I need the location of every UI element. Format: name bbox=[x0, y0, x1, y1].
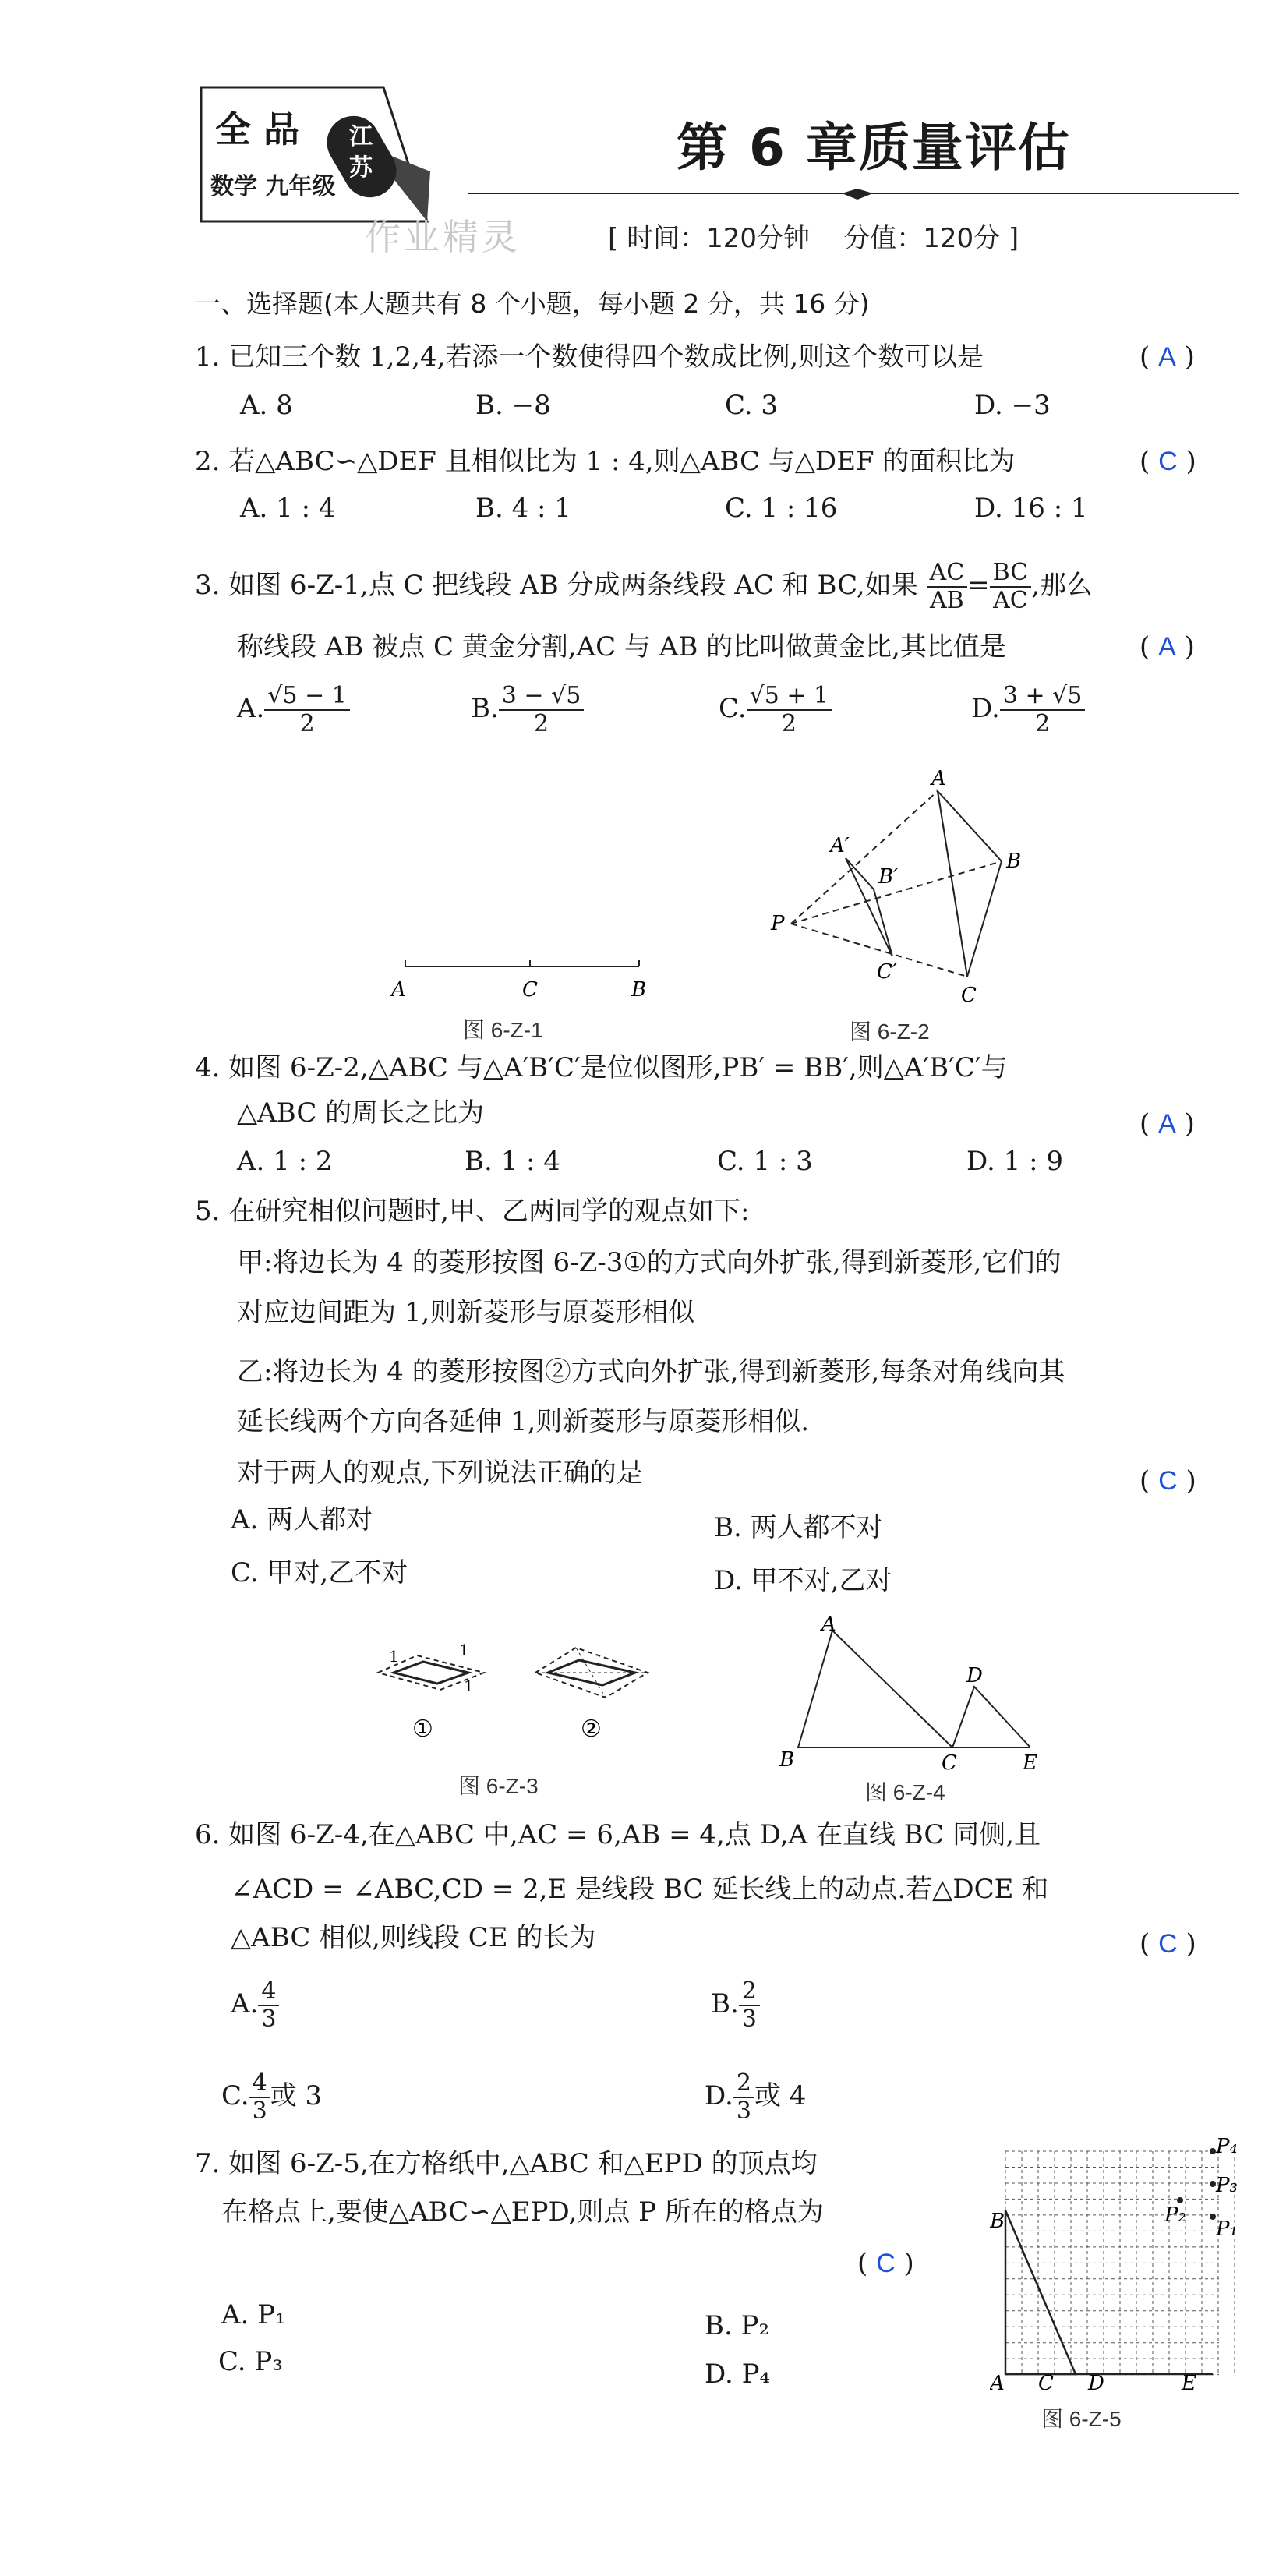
q6-option-b-label: B. bbox=[711, 1988, 739, 2019]
figure-6-z-1 bbox=[382, 949, 662, 1012]
q3-option-b-den: 2 bbox=[534, 710, 549, 737]
q3-equals: = bbox=[967, 570, 990, 601]
fig5-label-p1: P₁ bbox=[1216, 2217, 1238, 2241]
fig4-label-e: E bbox=[1023, 1751, 1037, 1775]
fig2-label-b1: B′ bbox=[878, 865, 899, 889]
q1-option-c[interactable]: C. 3 bbox=[725, 390, 779, 421]
q2-stem: 2. 若△ABC∽△DEF 且相似比为 1 : 4,则△ABC 与△DEF 的面积比为 bbox=[195, 446, 1016, 477]
fig5-label-a: A bbox=[990, 2372, 1005, 2393]
fig5-label-p2: P₂ bbox=[1164, 2203, 1186, 2227]
fig1-label-b: B bbox=[631, 978, 647, 1002]
fig1-label-a: A bbox=[391, 978, 406, 1002]
section-title: 一、选择题(本大题共有 8 个小题，每小题 2 分，共 16 分) bbox=[195, 288, 870, 319]
q1-answer: A bbox=[1158, 342, 1176, 372]
fig2-label-a: A bbox=[931, 768, 946, 790]
q6-option-d-num: 2 bbox=[733, 2070, 754, 2098]
q1-option-b[interactable]: B. −8 bbox=[475, 390, 551, 421]
q6-option-d-den: 3 bbox=[736, 2097, 751, 2125]
q6-option-a-num: 4 bbox=[258, 1978, 279, 2006]
q1-stem: 1. 已知三个数 1,2,4,若添一个数使得四个数成比例,则这个数可以是 bbox=[195, 341, 984, 373]
q2-option-b[interactable]: B. 4 : 1 bbox=[475, 493, 571, 524]
q4-option-b[interactable]: B. 1 : 4 bbox=[465, 1146, 560, 1177]
q7-stem-b: 在格点上,要使△ABC∽△EPD,则点 P 所在的格点为 bbox=[221, 2196, 824, 2228]
q3-option-d-label: D. bbox=[971, 693, 1000, 724]
fig3-spacing-label-2: 1 bbox=[389, 1647, 399, 1666]
q3-stem-a: 3. 如图 6-Z-1,点 C 把线段 AB 分成两条线段 AC 和 BC,如果 bbox=[195, 570, 918, 601]
q6-stem-a: 6. 如图 6-Z-4,在△ABC 中,AC = 6,AB = 4,点 D,A 在直线 BC 同侧,且 bbox=[195, 1819, 1041, 1850]
q6-option-c-tail: 或 3 bbox=[270, 2080, 323, 2111]
q3-option-b-label: B. bbox=[471, 693, 499, 724]
q6-stem-b: ∠ACD = ∠ABC,CD = 2,E 是线段 BC 延长线上的动点.若△DCE 和 bbox=[231, 1874, 1049, 1905]
fig5-label-b: B bbox=[990, 2210, 1005, 2233]
q3-option-a[interactable] bbox=[237, 683, 350, 737]
title-rule bbox=[468, 186, 1239, 201]
q3-stem-b: ,那么 bbox=[1031, 570, 1094, 601]
q3-fraction-ac-ab bbox=[927, 560, 968, 614]
q6-option-c[interactable] bbox=[221, 2070, 322, 2125]
fig3-caption: 图 6-Z-3 bbox=[458, 1774, 539, 1798]
q7-option-a[interactable]: A. P₁ bbox=[221, 2299, 286, 2330]
q2-option-c[interactable]: C. 1 : 16 bbox=[725, 493, 838, 524]
q4-option-c[interactable]: C. 1 : 3 bbox=[717, 1146, 813, 1177]
q6-option-a[interactable] bbox=[231, 1978, 279, 2033]
q5-option-b[interactable]: B. 两人都不对 bbox=[714, 1512, 883, 1543]
q3-option-c[interactable] bbox=[719, 683, 832, 737]
q6-option-b-den: 3 bbox=[741, 2005, 757, 2033]
q5-option-a[interactable]: A. 两人都对 bbox=[231, 1504, 373, 1535]
fig3-spacing-label-1: 1 bbox=[459, 1641, 469, 1659]
q7-answer: C bbox=[876, 2249, 896, 2278]
brand-grade: 数学 九年级 bbox=[210, 173, 336, 200]
fig5-label-p4: P₄ bbox=[1216, 2136, 1238, 2158]
q3-answer: A bbox=[1158, 632, 1176, 662]
q5-line5: 对于两人的观点,下列说法正确的是 bbox=[237, 1458, 643, 1489]
fig5-caption: 图 6-Z-5 bbox=[1041, 2407, 1122, 2431]
q3-option-a-num: √5 − 1 bbox=[264, 683, 350, 711]
fig5-label-p3: P₃ bbox=[1216, 2174, 1238, 2197]
q2-option-d[interactable]: D. 16 : 1 bbox=[974, 493, 1088, 524]
q6-option-a-label: A. bbox=[231, 1988, 259, 2019]
q5-answer: C bbox=[1158, 1466, 1178, 1496]
triangle-abc-fig5 bbox=[1005, 2210, 1076, 2374]
q6-option-d[interactable] bbox=[705, 2070, 806, 2125]
q6-answer: C bbox=[1158, 1929, 1178, 1959]
fig2-label-b: B bbox=[1006, 850, 1022, 873]
q3-option-d-den: 2 bbox=[1035, 710, 1051, 737]
fig2-label-a1: A′ bbox=[830, 834, 850, 857]
q3-option-c-den: 2 bbox=[781, 710, 797, 737]
q7-stem-a: 7. 如图 6-Z-5,在方格纸中,△ABC 和△EPD 的顶点均 bbox=[195, 2148, 818, 2179]
q1-answer-bracket: ( A ) bbox=[1139, 341, 1195, 373]
fig5-label-d: D bbox=[1088, 2372, 1104, 2393]
q6-option-d-label: D. bbox=[705, 2080, 733, 2111]
q3-frac2-num: BC bbox=[990, 560, 1032, 588]
fig3-spacing-label-3: 1 bbox=[464, 1677, 474, 1695]
q6-option-c-den: 3 bbox=[252, 2097, 267, 2125]
q5-line1: 甲:将边长为 4 的菱形按图 6-Z-3①的方式向外扩张,得到新菱形,它们的 bbox=[237, 1247, 1062, 1278]
q5-option-c[interactable]: C. 甲对,乙不对 bbox=[231, 1557, 408, 1588]
q3-fraction-bc-ac bbox=[990, 560, 1032, 614]
q3-frac1-den: AB bbox=[930, 587, 964, 614]
q4-stem-a: 4. 如图 6-Z-2,△ABC 与△A′B′C′是位似图形,PB′ = BB′,则△A′B′C′与 bbox=[195, 1052, 1008, 1083]
q5-line4: 延长线两个方向各延伸 1,则新菱形与原菱形相似. bbox=[237, 1406, 810, 1437]
watermark: 作业精灵 bbox=[365, 216, 521, 258]
q7-answer-bracket: ( C ) bbox=[857, 2248, 914, 2279]
q5-answer-bracket: ( C ) bbox=[1139, 1465, 1196, 1496]
region-badge-text: 江苏 bbox=[349, 123, 373, 182]
q7-option-b[interactable]: B. P₂ bbox=[705, 2310, 770, 2341]
q3-option-d-num: 3 + √5 bbox=[1000, 683, 1086, 711]
q4-stem-b: △ABC 的周长之比为 bbox=[237, 1097, 485, 1129]
q3-option-c-label: C. bbox=[719, 693, 747, 724]
triangle-dce-fig4 bbox=[952, 1687, 1030, 1747]
fig5-label-c: C bbox=[1038, 2372, 1054, 2393]
fig4-label-b: B bbox=[779, 1748, 795, 1772]
q6-option-b-num: 2 bbox=[739, 1978, 760, 2006]
fig1-label-c: C bbox=[522, 978, 538, 1002]
fig4-label-c: C bbox=[942, 1751, 957, 1775]
fig1-caption: 图 6-Z-1 bbox=[463, 1018, 543, 1042]
page-title: 第 6 章质量评估 bbox=[677, 118, 1071, 178]
q3-option-a-label: A. bbox=[237, 693, 265, 724]
fig2-label-p: P bbox=[771, 912, 785, 935]
q5-stem-a: 5. 在研究相似问题时,甲、乙两同学的观点如下: bbox=[195, 1196, 750, 1227]
q6-option-a-den: 3 bbox=[261, 2005, 277, 2033]
figure-6-z-4 bbox=[779, 1613, 1060, 1777]
q6-option-b[interactable] bbox=[711, 1978, 760, 2033]
fig3-sub-label-1: ① bbox=[412, 1716, 433, 1743]
fig4-caption: 图 6-Z-4 bbox=[865, 1780, 945, 1804]
q3-option-c-num: √5 + 1 bbox=[747, 683, 832, 711]
grid-lines bbox=[1005, 2151, 1235, 2375]
q4-answer-bracket: ( A ) bbox=[1139, 1108, 1195, 1140]
figure-6-z-2 bbox=[768, 768, 1048, 1017]
fig2-label-c1: C′ bbox=[877, 960, 897, 984]
fig4-label-a: A bbox=[821, 1613, 836, 1636]
fig4-label-d: D bbox=[966, 1664, 983, 1687]
q7-option-c[interactable]: C. P₃ bbox=[218, 2346, 283, 2377]
q6-option-c-num: 4 bbox=[249, 2070, 270, 2098]
triangle-abc bbox=[938, 791, 1002, 977]
q2-answer: C bbox=[1158, 447, 1178, 476]
q5-option-d[interactable]: D. 甲不对,乙对 bbox=[714, 1565, 892, 1596]
q6-stem-c: △ABC 相似,则线段 CE 的长为 bbox=[231, 1922, 596, 1953]
q4-answer: A bbox=[1158, 1109, 1176, 1139]
q5-line3: 乙:将边长为 4 的菱形按图②方式向外扩张,得到新菱形,每条对角线向其 bbox=[237, 1356, 1065, 1387]
q3-option-b-num: 3 − √5 bbox=[499, 683, 585, 711]
q1-option-a[interactable]: A. 8 bbox=[240, 390, 293, 421]
q3-answer-bracket: ( A ) bbox=[1139, 631, 1195, 663]
q3-option-d[interactable] bbox=[971, 683, 1085, 737]
q4-option-a[interactable]: A. 1 : 2 bbox=[237, 1146, 333, 1177]
q3-option-b[interactable] bbox=[471, 683, 584, 737]
exam-time-score: [ 时间：120分钟 分值：120分 ] bbox=[608, 223, 1019, 254]
q6-option-c-label: C. bbox=[221, 2080, 249, 2111]
fig5-label-e: E bbox=[1182, 2372, 1196, 2393]
q6-answer-bracket: ( C ) bbox=[1139, 1928, 1196, 1959]
figure-6-z-3 bbox=[362, 1629, 674, 1746]
q4-option-d[interactable]: D. 1 : 9 bbox=[966, 1146, 1063, 1177]
figure-6-z-5 bbox=[990, 2136, 1247, 2393]
q2-option-a[interactable]: A. 1 : 4 bbox=[240, 493, 336, 524]
brand-box bbox=[196, 84, 430, 224]
fig2-caption: 图 6-Z-2 bbox=[850, 1019, 930, 1044]
triangle-abc-fig4 bbox=[798, 1631, 952, 1747]
q6-option-d-tail: 或 4 bbox=[754, 2080, 807, 2111]
q3-frac1-num: AC bbox=[927, 560, 968, 588]
q3-stem-line1 bbox=[195, 560, 1093, 614]
fig3-sub-label-2: ② bbox=[581, 1716, 602, 1743]
q3-frac2-den: AC bbox=[993, 587, 1028, 614]
q7-option-d[interactable]: D. P₄ bbox=[705, 2359, 771, 2390]
q3-option-a-den: 2 bbox=[299, 710, 315, 737]
q1-option-d[interactable]: D. −3 bbox=[974, 390, 1051, 421]
brand-name: 全 品 bbox=[215, 108, 300, 150]
q5-line2: 对应边间距为 1,则新菱形与原菱形相似 bbox=[237, 1297, 695, 1328]
q2-answer-bracket: ( C ) bbox=[1139, 446, 1196, 477]
fig2-label-c: C bbox=[961, 984, 977, 1007]
q3-stem-c: 称线段 AB 被点 C 黄金分割,AC 与 AB 的比叫做黄金比,其比值是 bbox=[237, 631, 1006, 663]
